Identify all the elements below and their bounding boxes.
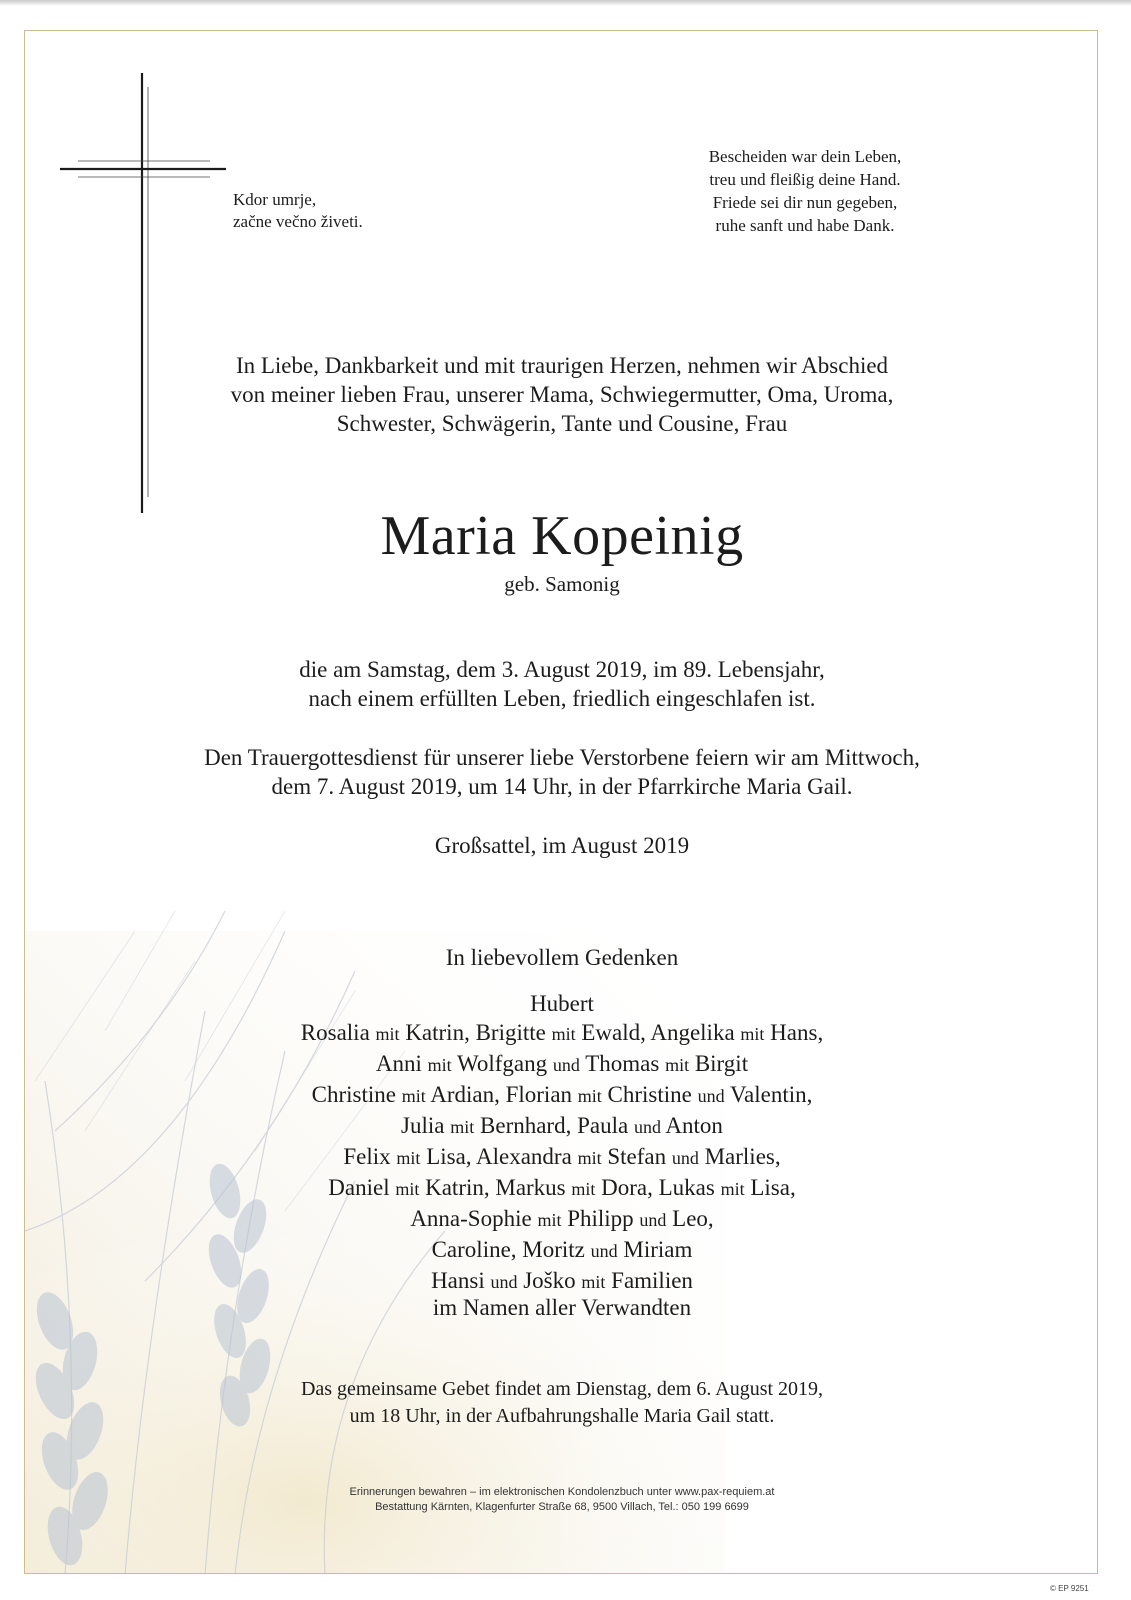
mourner-line: [25, 1204, 1098, 1235]
place-and-date: Großsattel, im August 2019: [434, 833, 690, 858]
motto-line: Kdor umrje,: [233, 190, 317, 209]
connector-word: mit: [375, 1024, 400, 1044]
maiden-name: geb. Samonig: [504, 572, 620, 596]
poem-line: treu und fleißig deine Hand.: [709, 170, 901, 189]
mourner-names: Lisa, Alexandra: [420, 1144, 578, 1169]
connector-word: und: [490, 1272, 518, 1292]
mourners-list: [25, 989, 1098, 1297]
connector-word: mit: [581, 1272, 606, 1292]
mourner-line: [25, 1235, 1098, 1266]
form-code: © EP 9251: [1050, 1584, 1089, 1593]
mourner-names: Bernhard, Paula: [474, 1113, 634, 1138]
mourner-names: Lisa,: [744, 1175, 796, 1200]
connector-word: mit: [740, 1024, 765, 1044]
death-notice-line: die am Samstag, dem 3. August 2019, im 89. Lebensjahr,: [299, 657, 825, 682]
mourner-names: Rosalia: [300, 1020, 376, 1045]
german-poem: [645, 145, 965, 237]
mourner-names: Anna-Sophie: [410, 1206, 538, 1231]
poem-line: Bescheiden war dein Leben,: [708, 147, 902, 166]
connector-word: mit: [577, 1148, 602, 1168]
intro-text: [25, 351, 1098, 438]
mourner-names: Stefan: [601, 1144, 672, 1169]
mourner-names: Christine: [601, 1082, 698, 1107]
mourner-names: Birgit: [689, 1051, 749, 1076]
connector-word: mit: [396, 1148, 421, 1168]
connector-word: mit: [450, 1117, 475, 1137]
mourner-line: [25, 1018, 1098, 1049]
connector-word: mit: [537, 1210, 562, 1230]
deceased-name: Maria Kopeinig: [380, 505, 744, 567]
mourner-names: Marlies,: [698, 1144, 781, 1169]
mourner-names: Thomas: [579, 1051, 666, 1076]
prayer-line: um 18 Uhr, in der Aufbahrungshalle Maria Gail statt.: [349, 1405, 775, 1427]
obituary-card: [24, 30, 1098, 1574]
mourner-names: Hansi: [431, 1268, 491, 1293]
mourner-names: Felix: [343, 1144, 397, 1169]
funeral-service-text: [25, 743, 1098, 801]
mourner-line: [25, 1142, 1098, 1173]
footer-line: Bestattung Kärnten, Klagenfurter Straße 68, 9500 Villach, Tel.: 050 199 6699: [375, 1501, 749, 1513]
connector-word: und: [697, 1086, 725, 1106]
mourner-names: Anni: [375, 1051, 428, 1076]
mourner-names: Familien: [605, 1268, 693, 1293]
card-content: [25, 31, 1098, 1574]
connector-word: und: [590, 1241, 618, 1261]
mourner-names: Hans,: [764, 1020, 824, 1045]
mourner-names: Hubert: [530, 991, 594, 1016]
mourner-line: [25, 989, 1098, 1018]
connector-word: und: [552, 1055, 580, 1075]
mourner-names: Daniel: [328, 1175, 396, 1200]
poem-line: Friede sei dir nun gegeben,: [712, 193, 898, 212]
mourner-line: [25, 1173, 1098, 1204]
relatives-line: im Namen aller Verwandten: [432, 1295, 692, 1320]
mourner-line: [25, 1049, 1098, 1080]
intro-line: In Liebe, Dankbarkeit und mit traurigen Herzen, nehmen wir Abschied: [235, 353, 889, 378]
connector-word: mit: [427, 1055, 452, 1075]
mourner-names: Katrin, Brigitte: [399, 1020, 552, 1045]
connector-word: und: [633, 1117, 661, 1137]
mourner-names: Leo,: [666, 1206, 714, 1231]
intro-line: von meiner lieben Frau, unserer Mama, Schwiegermutter, Oma, Uroma,: [230, 382, 894, 407]
prayer-notice: [25, 1376, 1098, 1430]
mourner-names: Miriam: [617, 1237, 693, 1262]
motto-line: začne večno živeti.: [233, 212, 363, 231]
mourner-names: Ewald, Angelika: [575, 1020, 741, 1045]
mourner-names: Philipp: [561, 1206, 640, 1231]
mourner-names: Caroline, Moritz: [431, 1237, 591, 1262]
connector-word: und: [639, 1210, 667, 1230]
mourner-line: [25, 1080, 1098, 1111]
mourner-names: Katrin, Markus: [419, 1175, 572, 1200]
memory-heading: In liebevollem Gedenken: [445, 945, 679, 970]
connector-word: mit: [551, 1024, 576, 1044]
mourner-names: Dora, Lukas: [595, 1175, 721, 1200]
mourner-names: Ardian, Florian: [425, 1082, 578, 1107]
footer-line: Erinnerungen bewahren – im elektronischen Kondolenzbuch unter www.pax-requiem.at: [349, 1486, 775, 1498]
mourner-names: Wolfgang: [451, 1051, 553, 1076]
scan-edge: [0, 0, 1131, 6]
death-notice: [25, 655, 1098, 713]
mourner-line: [25, 1111, 1098, 1142]
prayer-line: Das gemeinsame Gebet findet am Dienstag, dem 6. August 2019,: [300, 1378, 824, 1400]
funeral-line: dem 7. August 2019, um 14 Uhr, in der Pfarrkirche Maria Gail.: [271, 774, 853, 799]
connector-word: mit: [395, 1179, 420, 1199]
poem-line: ruhe sanft und habe Dank.: [715, 216, 895, 235]
intro-line: Schwester, Schwägerin, Tante und Cousine, Frau: [336, 411, 788, 436]
connector-word: und: [671, 1148, 699, 1168]
connector-word: mit: [720, 1179, 745, 1199]
mourner-names: Julia: [401, 1113, 451, 1138]
cross-icon: [60, 73, 230, 513]
mourner-names: Christine: [311, 1082, 402, 1107]
footer: [25, 1485, 1098, 1515]
connector-word: mit: [577, 1086, 602, 1106]
connector-word: mit: [665, 1055, 690, 1075]
slovene-motto: [233, 189, 433, 233]
connector-word: mit: [571, 1179, 596, 1199]
mourner-names: Joško: [517, 1268, 582, 1293]
mourner-names: Valentin,: [724, 1082, 813, 1107]
death-notice-line: nach einem erfüllten Leben, friedlich eingeschlafen ist.: [308, 686, 816, 711]
mourner-names: Anton: [660, 1113, 723, 1138]
funeral-line: Den Trauergottesdienst für unserer liebe Verstorbene feiern wir am Mittwoch,: [204, 745, 920, 770]
connector-word: mit: [401, 1086, 426, 1106]
